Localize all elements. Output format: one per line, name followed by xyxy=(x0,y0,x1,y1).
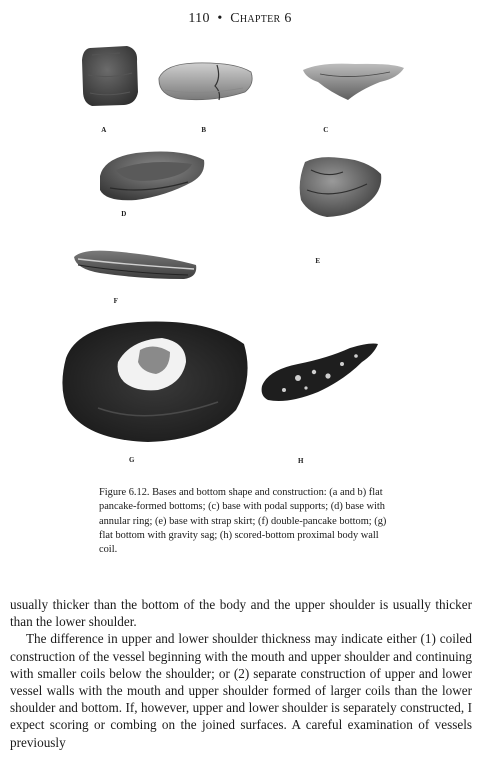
artifact-f-image xyxy=(70,245,200,285)
artifact-c-image xyxy=(300,60,406,102)
page-number: 110 xyxy=(188,11,210,26)
artifact-a-image xyxy=(80,45,140,107)
body-text xyxy=(10,596,472,751)
paragraph-2: The difference in upper and lower shoulder thickness may indicate either (1) coiled construction of the vessel beginning with the mouth and upper shoulder and continuing with smaller coils below the shoulder; or (2) separate construction of upper and lower vessel walls with the mouth and upper shoulder formed of larger coils than the lower shoulder and bottom. If, however, upper and lower shoulder is separately constructed, I expect scoring or combing on the joined surfaces. A careful examination of vessels previously xyxy=(10,631,472,750)
chapter-title: Chapter 6 xyxy=(230,11,292,26)
label-b: B xyxy=(201,126,207,134)
artifact-b-image xyxy=(155,60,255,102)
artifact-h-image xyxy=(258,340,382,406)
label-e: E xyxy=(315,257,321,265)
label-g: G xyxy=(129,456,135,464)
artifact-g-image xyxy=(58,318,254,444)
header-separator: • xyxy=(217,11,223,26)
label-c: C xyxy=(323,126,329,134)
label-h: H xyxy=(298,457,304,465)
artifact-d-image xyxy=(96,148,208,204)
label-a: A xyxy=(101,126,107,134)
label-f: F xyxy=(113,297,119,305)
label-d: D xyxy=(121,210,127,218)
artifact-e-image xyxy=(297,154,385,220)
paragraph-1: usually thicker than the bottom of the body and the upper shoulder is usually thicker than the lower shoulder. xyxy=(10,597,472,630)
figure-caption: Figure 6.12. Bases and bottom shape and construction: (a and b) flat pancake-formed bottoms; (c) base with podal supports; (d) base with annular ring; (e) base with strap skirt; (f) double-pancake bottom; (g) flat bottom with gravity sag; (h) scored-bottom proximal body wall coil. xyxy=(99,487,387,556)
running-header xyxy=(0,11,480,27)
